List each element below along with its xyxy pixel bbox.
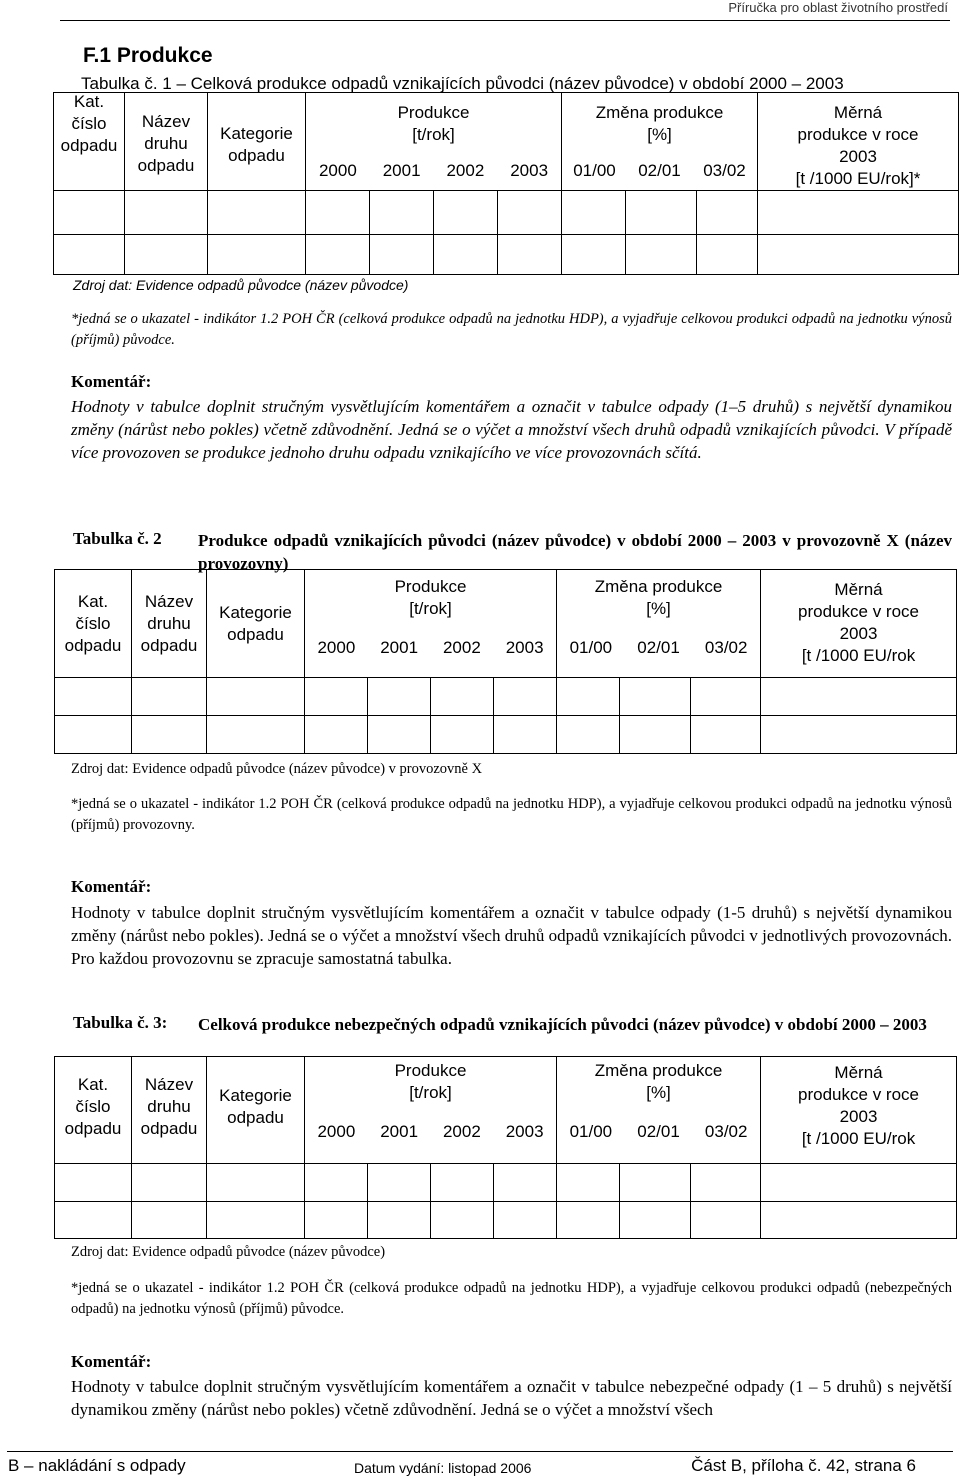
footer-right: Část B, příloha č. 42, strana 6 — [691, 1456, 916, 1475]
t1-head-nazev: Název druhu odpadu — [125, 93, 208, 191]
t1-year: 2000 — [318, 161, 357, 180]
t1-change: 03/02 — [703, 161, 746, 180]
t2-head-merna: Měrná produkce v roce 2003 [t /1000 EU/rok — [761, 570, 957, 678]
t1-head-kat: Kat. číslo odpadu — [54, 93, 125, 191]
t1-head-zmena: Změna produkce [%] 01/00 02/01 03/02 — [562, 93, 758, 190]
table2-source: Zdroj dat: Evidence odpadů původce (název původce) v provozovně X — [71, 761, 483, 777]
t3-head-merna: Měrná produkce v roce 2003 [t /1000 EU/rok — [761, 1057, 957, 1164]
t3-change: 02/01 — [637, 1122, 680, 1141]
t1-change: 01/00 — [573, 161, 616, 180]
t1-year: 2002 — [446, 161, 485, 180]
t1-year: 2001 — [382, 161, 421, 180]
t3-change: 01/00 — [569, 1122, 613, 1141]
t1-change: 02/01 — [638, 161, 681, 180]
t2-change: 03/02 — [704, 638, 748, 657]
table3-comment-label: Komentář: — [71, 1352, 152, 1371]
t1-head-kategorie: Kategorie odpadu — [208, 93, 306, 191]
t3-year: 2000 — [317, 1122, 356, 1141]
table2-comment-label: Komentář: — [71, 877, 152, 896]
t3-year: 2001 — [380, 1122, 419, 1141]
table3-note: *jedná se o ukazatel - indikátor 1.2 POH ČR (celková produkce odpadů na jednotku HDP), a vyjadřuje celkovou produkci odpadů (nebezpečných odpadů) na jednotku výnosů (příjmů) původce. — [71, 1280, 952, 1317]
t1-year: 2003 — [510, 161, 549, 180]
t2-year: 2003 — [505, 638, 544, 657]
table1-source: Zdroj dat: Evidence odpadů původce (název původce) — [73, 277, 409, 293]
t3-head-kat: Kat. číslo odpadu — [55, 1057, 132, 1164]
table2-comment: Hodnoty v tabulce doplnit stručným vysvětlujícím komentářem a označit v tabulce odpady (1-5 druhů) s největší dynamikou změny (nárůst nebo pokles). Jedná se o výčet a množství všech druhů odpadů vznikajících původci v jednotlivých provozovnách. Pro každou provozovnu se zpracuje samostatná tabulka. — [71, 903, 952, 968]
t3-year: 2002 — [442, 1122, 481, 1141]
t3-head-zmena: Změna produkce [%] 01/00 02/01 03/02 — [557, 1057, 761, 1164]
table-row — [55, 678, 957, 716]
footer-rule — [7, 1451, 953, 1452]
table1-comment-label: Komentář: — [71, 372, 152, 391]
table3-caption: Celková produkce nebezpečných odpadů vznikajících původci (název původce) v období 2000 – 2003 — [198, 1015, 927, 1034]
t1-head-produkce: Produkce [t/rok] 2000 2001 2002 2003 — [306, 93, 562, 190]
table3 — [54, 1056, 957, 1239]
t1-head-merna: Měrná produkce v roce 2003 [t /1000 EU/rok]* — [758, 93, 959, 191]
t3-head-produkce: Produkce [t/rok] 2000 2001 2002 2003 — [305, 1057, 557, 1164]
t3-change: 03/02 — [704, 1122, 748, 1141]
footer-center: Datum vydání: listopad 2006 — [354, 1460, 532, 1476]
t2-year: 2000 — [317, 638, 356, 657]
footer-left: B – nakládání s odpady — [8, 1456, 186, 1475]
table-row — [55, 1164, 957, 1202]
table-row — [54, 190, 959, 234]
t2-year: 2001 — [380, 638, 419, 657]
table1-note: *jedná se o ukazatel - indikátor 1.2 POH ČR (celková produkce odpadů na jednotku HDP), a vyjadřuje celkovou produkci odpadů na jednotku výnosů (příjmů) původce. — [71, 311, 952, 348]
t2-head-produkce: Produkce [t/rok] 2000 2001 2002 2003 — [305, 570, 557, 678]
t2-change: 01/00 — [569, 638, 613, 657]
t2-head-kat: Kat. číslo odpadu — [55, 570, 132, 678]
header-rule — [60, 20, 950, 21]
table2-caption-label: Tabulka č. 2 — [73, 529, 162, 548]
table-row — [55, 716, 957, 754]
table2-note: *jedná se o ukazatel - indikátor 1.2 POH ČR (celková produkce odpadů na jednotku HDP), a vyjadřuje celkovou produkci odpadů na jednotku výnosů (příjmů) provozovny. — [71, 796, 952, 833]
table3-comment: Hodnoty v tabulce doplnit stručným vysvětlujícím komentářem a označit v tabulce nebezpečné odpady (1 – 5 druhů) s největší dynamikou změny (nárůst nebo pokles) včetně zdůvodnění. Jedná se o výčet a množství všech — [71, 1377, 952, 1419]
table2 — [54, 569, 957, 754]
table3-source: Zdroj dat: Evidence odpadů původce (název původce) — [71, 1244, 386, 1260]
table2-caption: Produkce odpadů vznikajících původci (název původce) v období 2000 – 2003 v provozovně X (název provozovny) — [198, 531, 952, 573]
t2-head-zmena: Změna produkce [%] 01/00 02/01 03/02 — [557, 570, 761, 678]
table-row — [54, 234, 959, 274]
table1-caption: Tabulka č. 1 – Celková produkce odpadů vznikajících původci (název původce) v období 2000 – 2003 — [81, 74, 844, 93]
table1-comment: Hodnoty v tabulce doplnit stručným vysvětlujícím komentářem a označit v tabulce odpady (1–5 druhů) s největší dynamikou změny (nárůst nebo pokles) včetně zdůvodnění. Jedná se o výčet a množství všech druhů odpadů vznikajících původci. V případě více provozoven se produkce jednoho druhu odpadu vznikajícího ve více provozovnách sčítá. — [71, 397, 952, 462]
table3-caption-label: Tabulka č. 3: — [73, 1013, 168, 1032]
running-header: Příručka pro oblast životního prostředí — [728, 0, 948, 15]
t3-year: 2003 — [505, 1122, 544, 1141]
t3-head-nazev: Název druhu odpadu — [132, 1057, 207, 1164]
t2-year: 2002 — [442, 638, 481, 657]
t3-head-kategorie: Kategorie odpadu — [207, 1057, 305, 1164]
section-title: F.1 Produkce — [83, 44, 213, 67]
t2-head-nazev: Název druhu odpadu — [132, 570, 207, 678]
table-row — [55, 1202, 957, 1239]
table1 — [53, 92, 959, 275]
t2-change: 02/01 — [637, 638, 680, 657]
t2-head-kategorie: Kategorie odpadu — [207, 570, 305, 678]
